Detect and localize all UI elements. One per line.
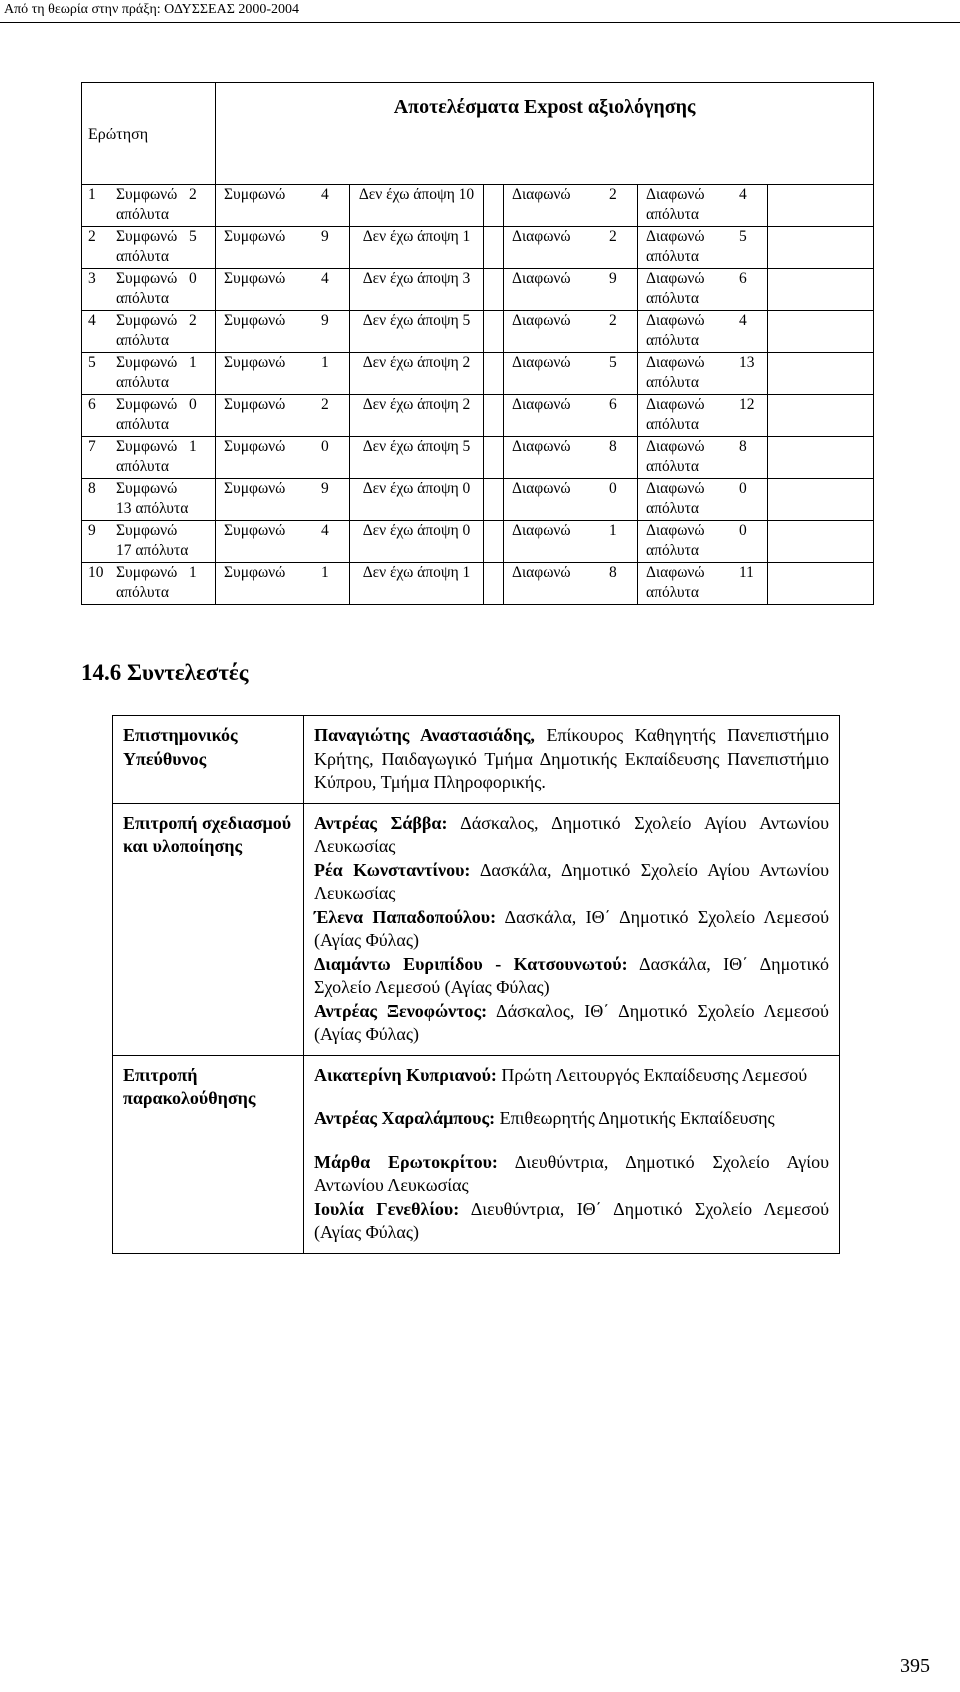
- disagree-label: Διαφωνώ: [512, 354, 571, 371]
- results-title: Αποτελέσματα Expost αξιολόγησης: [216, 83, 874, 185]
- agree-label: Συμφωνώ: [224, 438, 286, 455]
- strongly-agree-count: 2: [189, 312, 197, 329]
- strongly-agree-count: 1: [189, 564, 197, 581]
- cell-question-strongly-agree: [82, 521, 216, 563]
- person-entry: [314, 906, 829, 953]
- section-heading: 14.6 Συντελεστές: [81, 660, 249, 685]
- strongly-disagree-label: Διαφωνώ απόλυτα: [646, 438, 705, 475]
- no-opinion-text: Δεν έχω άποψη 5: [362, 312, 471, 329]
- cell-strongly-disagree: [638, 311, 768, 353]
- question-number: 9: [88, 522, 96, 539]
- no-opinion-text: Δεν έχω άποψη 1: [362, 228, 471, 245]
- cell-agree: [216, 563, 350, 605]
- cell-question-strongly-agree: [82, 269, 216, 311]
- agree-count: 4: [321, 522, 329, 539]
- disagree-count: 9: [609, 270, 617, 287]
- cell-agree: [216, 521, 350, 563]
- cell-strongly-disagree: [638, 437, 768, 479]
- people-design: [304, 803, 840, 1055]
- disagree-count: 2: [609, 186, 617, 203]
- agree-label: Συμφωνώ: [224, 354, 286, 371]
- cell-disagree: [504, 269, 638, 311]
- cell-question-strongly-agree: [82, 227, 216, 269]
- strongly-disagree-label: Διαφωνώ απόλυτα: [646, 480, 705, 517]
- scientific-desc: Επίκουρος Καθηγητής Πανεπιστήμιο Κρήτης, Παιδαγωγικό Τμήμα Δημοτικής Εκπαίδευσης Πανεπιστήμιο Κύπρου, Τμήμα Πληροφορικής.: [314, 725, 830, 792]
- strongly-disagree-count: 4: [739, 312, 747, 329]
- disagree-label: Διαφωνώ: [512, 270, 571, 287]
- strongly-disagree-label: Διαφωνώ απόλυτα: [646, 564, 705, 601]
- cell-strongly-disagree: [638, 185, 768, 227]
- person-entry: [314, 1107, 829, 1131]
- cell-question-strongly-agree: [82, 437, 216, 479]
- disagree-label: Διαφωνώ: [512, 564, 571, 581]
- cell-disagree: [504, 395, 638, 437]
- strongly-agree-count: 0: [189, 396, 197, 413]
- question-number: 1: [88, 186, 96, 203]
- cell-strongly-disagree: [638, 395, 768, 437]
- cell-spacer: [484, 521, 504, 563]
- strongly-disagree-count: 6: [739, 270, 747, 287]
- disagree-label: Διαφωνώ: [512, 186, 571, 203]
- agree-count: 4: [321, 186, 329, 203]
- person-entry: [314, 1064, 829, 1088]
- table-row: [82, 269, 874, 311]
- cell-empty: [768, 563, 874, 605]
- cell-spacer: [484, 563, 504, 605]
- cell-spacer: [484, 311, 504, 353]
- people-monitoring: [304, 1055, 840, 1253]
- person-entry: [314, 1151, 829, 1198]
- person-name: Διαμάντω Ευριπίδου - Κατσουνωτού:: [314, 953, 628, 974]
- person-desc: Δασκάλα, Δημοτικό Σχολείο Αγίου Αντωνίου Λευκωσίας: [314, 859, 829, 903]
- question-number: 2: [88, 228, 96, 245]
- agree-count: 9: [321, 312, 329, 329]
- cell-empty: [768, 227, 874, 269]
- cell-question-strongly-agree: [82, 395, 216, 437]
- strongly-disagree-count: 4: [739, 186, 747, 203]
- cell-agree: [216, 353, 350, 395]
- cell-question-strongly-agree: [82, 353, 216, 395]
- cell-strongly-disagree: [638, 521, 768, 563]
- agree-count: 1: [321, 354, 329, 371]
- header-rule: [0, 22, 960, 23]
- cell-agree: [216, 227, 350, 269]
- cell-strongly-disagree: [638, 269, 768, 311]
- cell-disagree: [504, 311, 638, 353]
- person-name: Ρέα Κωνσταντίνου:: [314, 859, 471, 880]
- running-title: Από τη θεωρία στην πράξη: ΟΔΥΣΣΕΑΣ 2000-2004: [4, 2, 300, 17]
- strongly-disagree-label: Διαφωνώ απόλυτα: [646, 270, 705, 307]
- cell-spacer: [484, 479, 504, 521]
- no-opinion-text: Δεν έχω άποψη 3: [362, 270, 471, 287]
- cell-disagree: [504, 479, 638, 521]
- agree-count: 9: [321, 228, 329, 245]
- cell-empty: [768, 269, 874, 311]
- question-number: 10: [88, 564, 104, 581]
- agree-label: Συμφωνώ: [224, 186, 286, 203]
- person-name: Ιουλία Γενεθλίου:: [314, 1198, 460, 1219]
- person-name: Αικατερίνη Κυπριανού:: [314, 1064, 497, 1085]
- question-number: 7: [88, 438, 96, 455]
- agree-count: 2: [321, 396, 329, 413]
- cell-strongly-disagree: [638, 353, 768, 395]
- no-opinion-text: Δεν έχω άποψη 0: [362, 480, 471, 497]
- table-row: [82, 479, 874, 521]
- person-entry: [314, 1198, 829, 1245]
- cell-no-opinion: [350, 563, 484, 605]
- strongly-agree-count: 2: [189, 186, 197, 203]
- cell-question-strongly-agree: [82, 479, 216, 521]
- disagree-label: Διαφωνώ: [512, 480, 571, 497]
- strongly-disagree-label: Διαφωνώ απόλυτα: [646, 396, 705, 433]
- cell-question-strongly-agree: [82, 311, 216, 353]
- agree-label: Συμφωνώ: [224, 396, 286, 413]
- cell-strongly-disagree: [638, 479, 768, 521]
- cell-no-opinion: [350, 185, 484, 227]
- disagree-count: 0: [609, 480, 617, 497]
- disagree-count: 2: [609, 312, 617, 329]
- table-row: [82, 227, 874, 269]
- strongly-disagree-count: 12: [739, 396, 755, 413]
- table-row: [82, 353, 874, 395]
- page-number: 395: [900, 1655, 930, 1677]
- cell-agree: [216, 269, 350, 311]
- strongly-agree-label: Συμφωνώ απόλυτα: [116, 312, 178, 349]
- role-design: Επιτροπή σχεδιασμού και υλοποίησης: [113, 803, 304, 1055]
- strongly-agree-count: [189, 521, 215, 562]
- strongly-disagree-count: 5: [739, 228, 747, 245]
- disagree-count: 6: [609, 396, 617, 413]
- disagree-count: 8: [609, 438, 617, 455]
- strongly-disagree-label: Διαφωνώ απόλυτα: [646, 186, 705, 223]
- table-row: [82, 437, 874, 479]
- agree-count: 0: [321, 438, 329, 455]
- cell-empty: [768, 185, 874, 227]
- cell-agree: [216, 395, 350, 437]
- cell-agree: [216, 185, 350, 227]
- cell-empty: [768, 353, 874, 395]
- person-name: Αντρέας Ξενοφώντος:: [314, 1000, 488, 1021]
- strongly-disagree-count: 13: [739, 354, 755, 371]
- strongly-agree-count: 5: [189, 228, 197, 245]
- cell-spacer: [484, 227, 504, 269]
- disagree-label: Διαφωνώ: [512, 522, 571, 539]
- disagree-count: 8: [609, 564, 617, 581]
- strongly-disagree-count: 8: [739, 438, 747, 455]
- table-row: [82, 395, 874, 437]
- cell-empty: [768, 479, 874, 521]
- disagree-label: Διαφωνώ: [512, 396, 571, 413]
- table-row: [82, 185, 874, 227]
- question-header: Ερώτηση: [82, 83, 216, 185]
- person-desc: Διευθύντρια, ΙΘ΄ Δημοτικό Σχολείο Λεμεσού (Αγίας Φύλας): [314, 1198, 829, 1242]
- cell-spacer: [484, 437, 504, 479]
- cell-no-opinion: [350, 395, 484, 437]
- cell-disagree: [504, 563, 638, 605]
- disagree-label: Διαφωνώ: [512, 228, 571, 245]
- strongly-agree-label: Συμφωνώ απόλυτα: [116, 270, 178, 307]
- cell-strongly-disagree: [638, 563, 768, 605]
- cell-no-opinion: [350, 521, 484, 563]
- strongly-disagree-label: Διαφωνώ απόλυτα: [646, 228, 705, 265]
- strongly-agree-label: Συμφωνώ απόλυτα: [116, 564, 178, 601]
- no-opinion-text: Δεν έχω άποψη 0: [362, 522, 471, 539]
- person-entry: [314, 859, 829, 906]
- question-number: 3: [88, 270, 96, 287]
- person-entry: [314, 1000, 829, 1047]
- disagree-count: 1: [609, 522, 617, 539]
- person-gap: [314, 1131, 829, 1151]
- scientific-name: Παναγιώτης Αναστασιάδης,: [314, 725, 535, 745]
- question-number: 8: [88, 480, 96, 497]
- agree-label: Συμφωνώ: [224, 522, 286, 539]
- cell-disagree: [504, 521, 638, 563]
- results-table: [81, 82, 874, 605]
- disagree-count: 2: [609, 228, 617, 245]
- role-monitoring: Επιτροπή παρακολούθησης: [113, 1055, 304, 1253]
- results-header-row: [82, 83, 874, 185]
- results-body: [82, 185, 874, 605]
- person-gap: [314, 1087, 829, 1107]
- cell-question-strongly-agree: [82, 185, 216, 227]
- strongly-disagree-label: Διαφωνώ απόλυτα: [646, 522, 705, 559]
- cell-empty: [768, 395, 874, 437]
- strongly-agree-label: Συμφωνώ απόλυτα: [116, 438, 178, 475]
- table-row: [82, 563, 874, 605]
- no-opinion-text: Δεν έχω άποψη 5: [362, 438, 471, 455]
- person-desc: Δασκάλα, ΙΘ΄ Δημοτικό Σχολείο Λεμεσού (Αγίας Φύλας): [314, 953, 829, 997]
- no-opinion-text: Δεν έχω άποψη 10: [358, 186, 475, 203]
- person-desc: Διευθύντρια, Δημοτικό Σχολείο Αγίου Αντωνίου Λευκωσίας: [314, 1151, 829, 1195]
- cell-disagree: [504, 227, 638, 269]
- cell-empty: [768, 437, 874, 479]
- agree-count: 9: [321, 480, 329, 497]
- agree-label: Συμφωνώ: [224, 228, 286, 245]
- person-name: Έλενα Παπαδοπούλου:: [314, 906, 497, 927]
- agree-label: Συμφωνώ: [224, 270, 286, 287]
- person-name: Αντρέας Χαραλάμπους:: [314, 1108, 496, 1128]
- cell-no-opinion: [350, 311, 484, 353]
- credits-table: [112, 715, 840, 1254]
- no-opinion-text: Δεν έχω άποψη 2: [362, 396, 471, 413]
- cell-question-strongly-agree: [82, 563, 216, 605]
- disagree-label: Διαφωνώ: [512, 438, 571, 455]
- strongly-disagree-count: 0: [739, 480, 747, 497]
- person-desc: Δασκάλα, ΙΘ΄ Δημοτικό Σχολείο Λεμεσού (Αγίας Φύλας): [314, 906, 829, 950]
- role-scientific: Επιστημονικός Υπεύθυνος: [113, 716, 304, 804]
- cell-agree: [216, 479, 350, 521]
- agree-count: 4: [321, 270, 329, 287]
- cell-no-opinion: [350, 479, 484, 521]
- cell-disagree: [504, 437, 638, 479]
- person-desc: Δάσκαλος, ΙΘ΄ Δημοτικό Σχολείο Λεμεσού (Αγίας Φύλας): [314, 1000, 829, 1044]
- people-scientific: [304, 716, 840, 804]
- person-desc: Πρώτη Λειτουργός Εκπαίδευσης Λεμεσού: [496, 1064, 808, 1085]
- cell-strongly-disagree: [638, 227, 768, 269]
- cell-disagree: [504, 185, 638, 227]
- cell-disagree: [504, 353, 638, 395]
- cell-spacer: [484, 353, 504, 395]
- question-number: 4: [88, 312, 96, 329]
- person-entry: [314, 812, 829, 859]
- strongly-disagree-count: 0: [739, 522, 747, 539]
- person-entry: [314, 953, 829, 1000]
- cell-empty: [768, 311, 874, 353]
- disagree-label: Διαφωνώ: [512, 312, 571, 329]
- table-row: [82, 311, 874, 353]
- strongly-disagree-count: 11: [739, 564, 754, 581]
- cell-no-opinion: [350, 227, 484, 269]
- cell-no-opinion: [350, 437, 484, 479]
- person-name: Μάρθα Ερωτοκρίτου:: [314, 1151, 498, 1172]
- disagree-count: 5: [609, 354, 617, 371]
- strongly-agree-count: 1: [189, 354, 197, 371]
- strongly-agree-label: Συμφωνώ απόλυτα: [116, 186, 178, 223]
- running-header: [0, 0, 960, 20]
- person-desc: Επιθεωρητής Δημοτικής Εκπαίδευσης: [495, 1108, 775, 1128]
- question-number: 6: [88, 396, 96, 413]
- cell-spacer: [484, 269, 504, 311]
- cell-agree: [216, 311, 350, 353]
- strongly-agree-count: [189, 479, 215, 520]
- strongly-disagree-label: Διαφωνώ απόλυτα: [646, 354, 705, 391]
- question-number: 5: [88, 354, 96, 371]
- strongly-agree-count: 0: [189, 270, 197, 287]
- credits-row-design: [113, 803, 840, 1055]
- cell-empty: [768, 521, 874, 563]
- cell-no-opinion: [350, 353, 484, 395]
- credits-row-scientific: [113, 716, 840, 804]
- no-opinion-text: Δεν έχω άποψη 2: [362, 354, 471, 371]
- agree-count: 1: [321, 564, 329, 581]
- strongly-agree-label: Συμφωνώ απόλυτα: [116, 228, 178, 265]
- strongly-agree-count: 1: [189, 438, 197, 455]
- cell-spacer: [484, 395, 504, 437]
- cell-agree: [216, 437, 350, 479]
- cell-no-opinion: [350, 269, 484, 311]
- agree-label: Συμφωνώ: [224, 480, 286, 497]
- cell-spacer: [484, 185, 504, 227]
- person-desc: Δάσκαλος, Δημοτικό Σχολείο Αγίου Αντωνίου Λευκωσίας: [314, 812, 829, 856]
- credits-row-monitoring: [113, 1055, 840, 1253]
- agree-label: Συμφωνώ: [224, 312, 286, 329]
- strongly-agree-label: Συμφωνώ 13 απόλυτα: [116, 480, 189, 517]
- agree-label: Συμφωνώ: [224, 564, 286, 581]
- person-name: Αντρέας Σάββα:: [314, 812, 448, 833]
- strongly-agree-label: Συμφωνώ απόλυτα: [116, 354, 178, 391]
- table-row: [82, 521, 874, 563]
- no-opinion-text: Δεν έχω άποψη 1: [362, 564, 471, 581]
- strongly-disagree-label: Διαφωνώ απόλυτα: [646, 312, 705, 349]
- strongly-agree-label: Συμφωνώ 17 απόλυτα: [116, 522, 189, 559]
- strongly-agree-label: Συμφωνώ απόλυτα: [116, 396, 178, 433]
